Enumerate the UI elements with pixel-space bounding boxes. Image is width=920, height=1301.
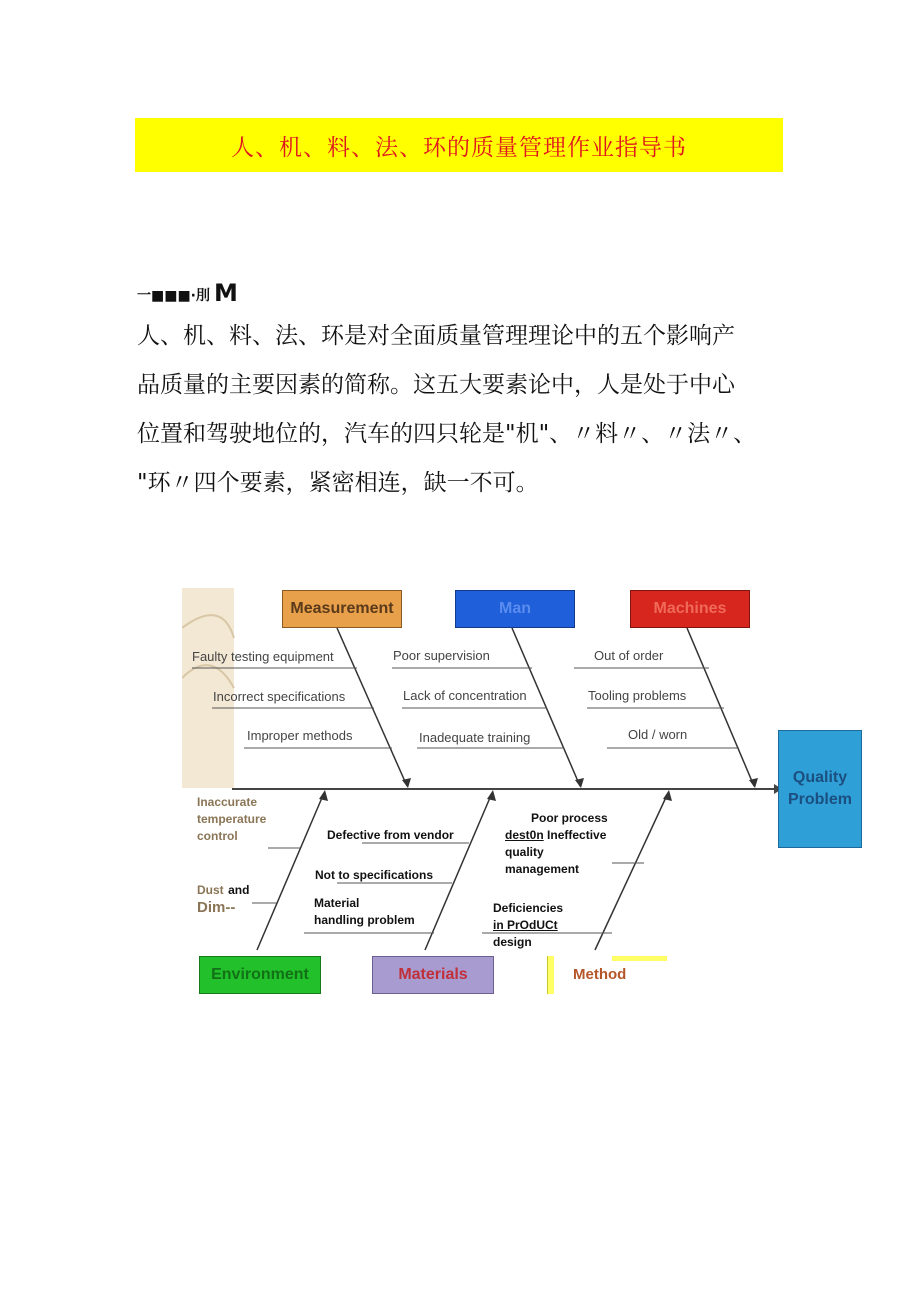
category-method-topbar <box>612 956 667 961</box>
bone-arrowhead <box>319 790 328 801</box>
cause-lack-of-concentration: Lack of concentration <box>403 688 527 703</box>
cause-text-line: Poor process <box>531 811 608 825</box>
cause-not-to-specifications: Not to specifications <box>315 868 434 882</box>
category-environment-box <box>199 956 321 994</box>
bone-arrowhead <box>749 778 758 788</box>
cause-inadequate-training: Inadequate training <box>419 730 531 745</box>
paragraph-line: "环〃四个要素，紧密相连，缺一不可。 <box>137 470 539 496</box>
bone-machines <box>687 628 754 786</box>
cause-poor-process-design <box>505 810 608 878</box>
document-title: 人、机、料、法、环的质量管理作业指导书 <box>231 134 687 161</box>
category-method-label: Method <box>573 966 627 983</box>
category-method-box <box>547 956 667 994</box>
cause-text-line: Material <box>314 896 360 910</box>
cause-dust-and-dim <box>197 881 249 917</box>
document-title-bar <box>135 118 783 172</box>
cause-poor-supervision: Poor supervision <box>393 648 490 663</box>
cause-text-line: control <box>197 829 238 843</box>
effect-box <box>778 730 862 848</box>
paragraph-line: 品质量的主要因素的简称。这五大要素论中，人是处于中心 <box>137 372 735 398</box>
category-materials-box <box>372 956 494 994</box>
section-heading <box>137 277 238 305</box>
paragraph-line: 人、机、料、法、环是对全面质量管理理论中的五个影响产 <box>137 323 735 349</box>
category-man-label: Man <box>499 600 531 617</box>
category-measurement-box <box>282 590 402 628</box>
fishbone-diagram <box>182 588 872 998</box>
cause-defective-from-vendor: Defective from vendor <box>327 828 454 842</box>
cause-text-line: handling problem <box>314 913 415 927</box>
category-measurement-label: Measurement <box>290 600 394 617</box>
effect-label-line2: Problem <box>787 791 852 808</box>
cause-dim-word: Dim-- <box>197 899 236 916</box>
cause-text-line: Inaccurate <box>197 795 258 809</box>
cause-faulty-testing-equipment: Faulty testing equipment <box>192 649 334 664</box>
cause-text-line: quality <box>505 845 544 859</box>
cause-text-line: management <box>505 862 580 876</box>
bone-materials <box>425 793 492 950</box>
bone-arrowhead <box>487 790 496 801</box>
decorative-panel <box>182 588 234 788</box>
effect-label-line1: Quality <box>792 769 848 786</box>
cause-text-line: design <box>493 935 532 949</box>
cause-material-handling-problem <box>314 895 415 929</box>
section-heading-prefix: 一■■■·刖 <box>137 288 211 304</box>
category-method-edge <box>547 956 554 994</box>
cause-and-word: and <box>228 883 250 897</box>
cause-old-worn: Old / worn <box>628 727 688 742</box>
cause-tooling-problems: Tooling problems <box>588 688 687 703</box>
paragraph-line: 位置和驾驶地位的，汽车的四只轮是"机"、〃料〃、〃法〃、 <box>137 421 757 447</box>
cause-text-underlined: in PrOdUCt <box>493 918 558 932</box>
cause-deficiencies-in-product-design <box>493 900 563 951</box>
cause-text-line: Deficiencies <box>493 901 564 915</box>
bone-man <box>512 628 580 786</box>
category-man-box <box>455 590 575 628</box>
cause-text-line: temperature <box>197 812 267 826</box>
cause-out-of-order: Out of order <box>594 648 664 663</box>
category-materials-label: Materials <box>398 966 468 983</box>
bone-arrowhead <box>575 778 584 788</box>
category-environment-label: Environment <box>211 966 309 983</box>
category-machines-label: Machines <box>653 600 727 617</box>
cause-dust-word: Dust <box>197 883 224 897</box>
cause-incorrect-specifications: Incorrect specifications <box>213 689 346 704</box>
cause-text-underlined: dest0n <box>505 828 544 842</box>
cause-inaccurate-temperature-control <box>197 794 266 845</box>
section-heading-letter: M <box>214 279 238 307</box>
cause-improper-methods: Improper methods <box>247 728 353 743</box>
intro-paragraph <box>137 312 807 508</box>
category-machines-box <box>630 590 750 628</box>
cause-text-line: Ineffective <box>547 828 607 842</box>
